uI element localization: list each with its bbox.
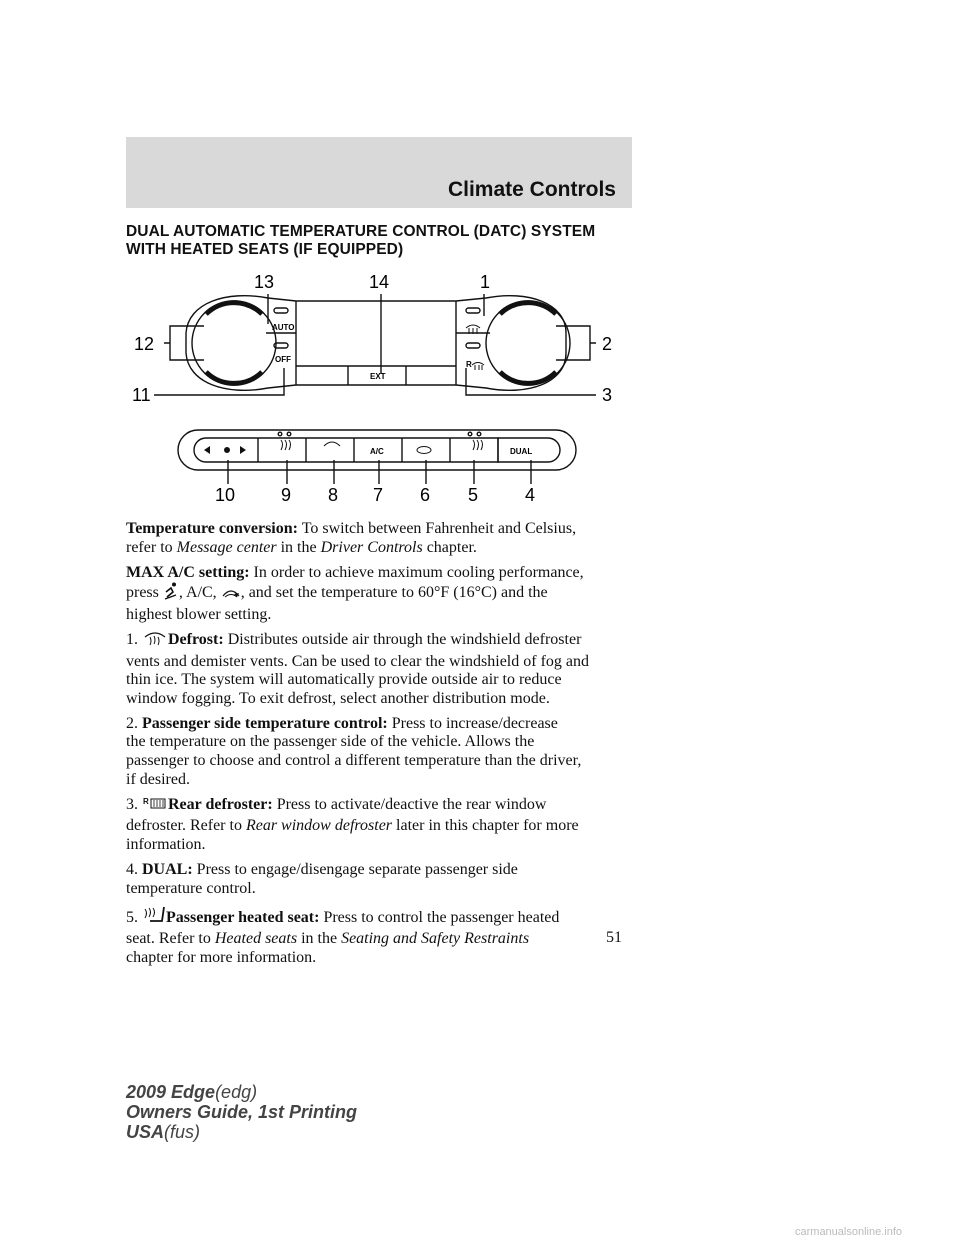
callout-9: 9 (281, 485, 292, 505)
auto-button-label: AUTO (272, 323, 295, 332)
item-5-passenger-heated-seat: 5. Passenger heated seat: Press to control the passenger heated seat. Refer to Heated seats in the Seating and Safety Restraints chapter for more information. (126, 905, 636, 968)
callout-4: 4 (525, 485, 536, 505)
document-footer: 2009 Edge(edg) Owners Guide, 1st Printing USA(fus) (126, 1082, 358, 1142)
callout-5: 5 (468, 485, 479, 505)
page-number: 51 (606, 929, 622, 946)
max-ac-paragraph: MAX A/C setting: In order to achieve maximum cooling performance, press , A/C, , and set the temperature to 60°F (16°C) and the highest blower setting. (126, 563, 584, 623)
callout-8: 8 (328, 485, 339, 505)
seat-heat-icon (142, 905, 166, 931)
control-panel-illustration (126, 258, 636, 508)
ac-button-label: A/C (370, 447, 384, 456)
callout-6: 6 (420, 485, 431, 505)
callout-3: 3 (602, 385, 613, 405)
svg-text:R: R (143, 796, 149, 806)
item-3-rear-defroster: 3. R Rear defroster: Press to activate/deactive the rear window defroster. Refer to Rear window defroster later in this chapter for more information. (126, 795, 579, 853)
section-header (126, 137, 632, 208)
off-button-label: OFF (275, 355, 291, 364)
body-text (126, 520, 636, 974)
recirc-icon (221, 587, 241, 606)
climate-control-diagram (126, 258, 636, 508)
callout-7: 7 (373, 485, 384, 505)
callout-12: 12 (134, 334, 155, 354)
callout-1: 1 (480, 272, 491, 292)
callout-13: 13 (254, 272, 275, 292)
callout-10: 10 (215, 485, 236, 505)
dual-button-label: DUAL (510, 447, 533, 456)
callout-2: 2 (602, 334, 613, 354)
watermark: carmanualsonline.info (795, 1226, 903, 1238)
rear-button-label: R (466, 360, 472, 369)
airflow-icon (163, 582, 179, 606)
defrost-icon (142, 631, 168, 653)
item-4-dual: 4. DUAL: Press to engage/disengage separate passenger side temperature control. (126, 861, 518, 897)
item-1-defrost: 1. Defrost: Distributes outside air through the windshield defroster vents and demister vents. Can be used to clear the windshield of fog and thin ice. The system will automatically provide outside air to reduce window fogging. To exit defrost, select another distribution mode. (126, 630, 589, 707)
ext-button-label: EXT (370, 372, 386, 381)
temperature-conversion-paragraph: Temperature conversion: To switch between Fahrenheit and Celsius, refer to Message center in the Driver Controls chapter. (126, 520, 577, 556)
page-heading: DUAL AUTOMATIC TEMPERATURE CONTROL (DATC) SYSTEM WITH HEATED SEATS (IF EQUIPPED) (126, 223, 596, 258)
callout-11: 11 (132, 385, 151, 405)
section-title: Climate Controls (447, 178, 616, 201)
rear-defrost-icon (142, 796, 168, 818)
item-2-passenger-temp: 2. Passenger side temperature control: Press to increase/decrease the temperature on the passenger side of the vehicle. Allows the passenger to choose and control a different temperature than the driver, if desired. (126, 714, 582, 788)
callout-14: 14 (369, 272, 390, 292)
